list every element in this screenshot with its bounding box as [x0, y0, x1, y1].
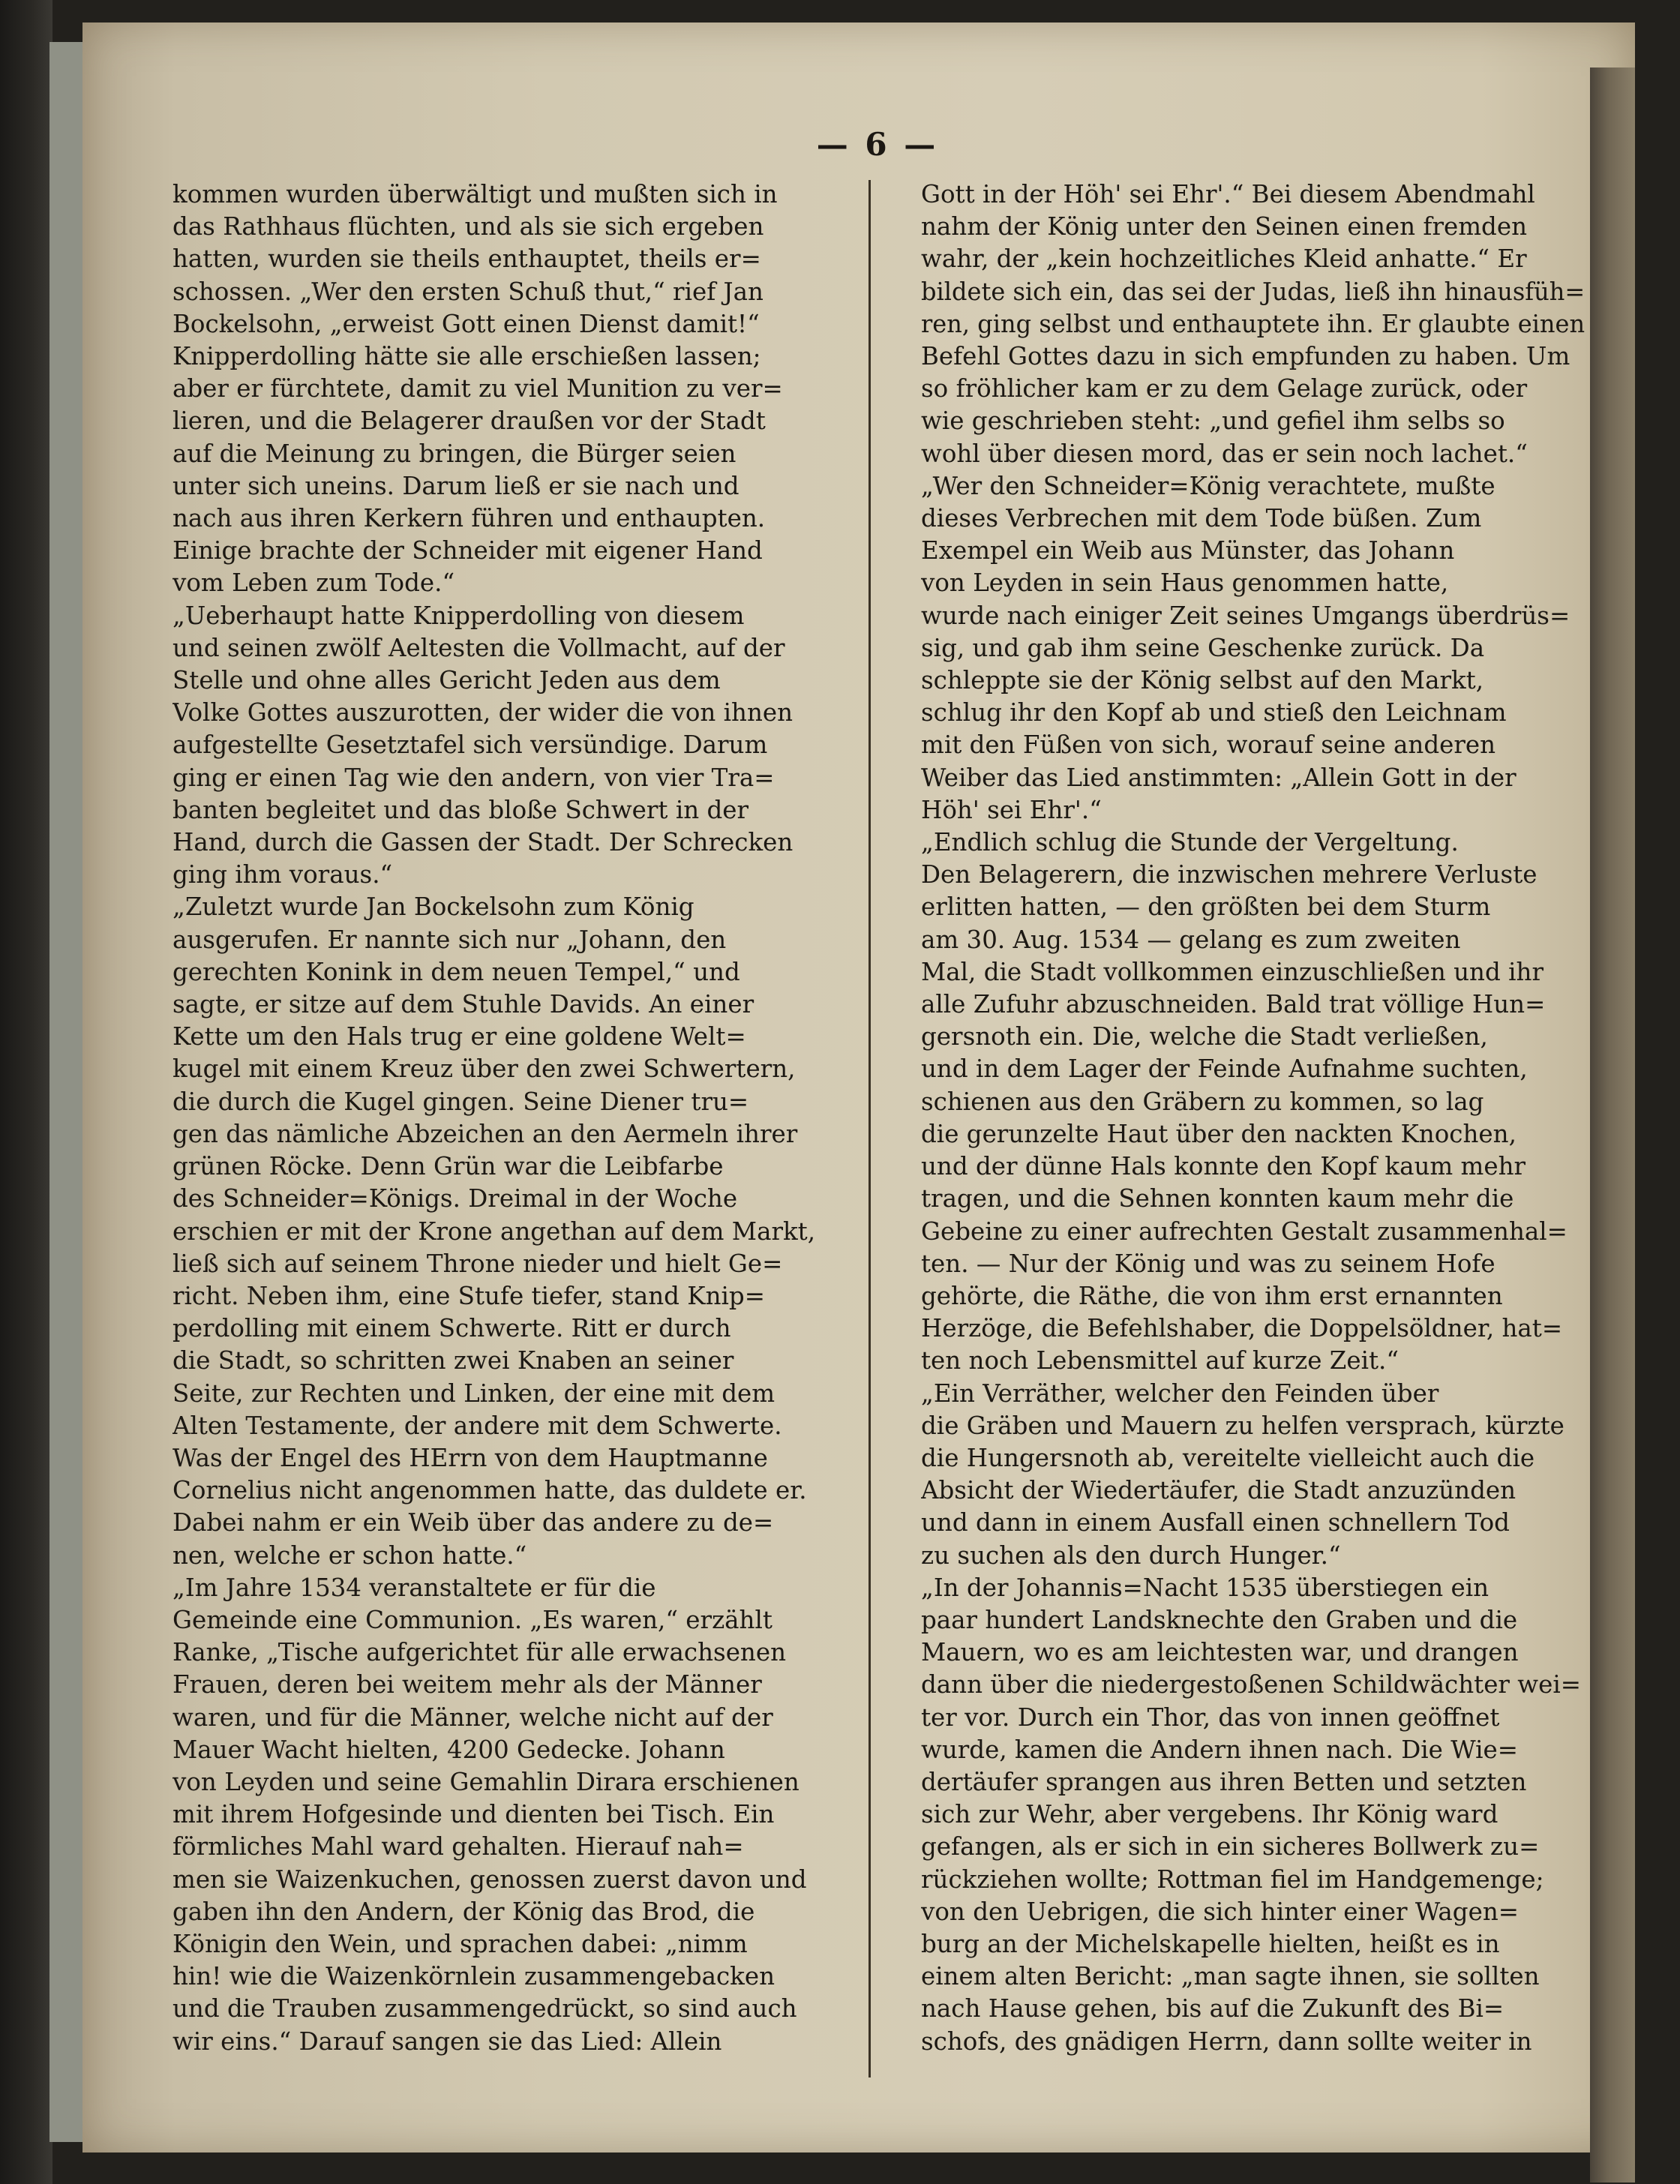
text-line: bildete sich ein, das sei der Judas, ließ ihn hinausfüh=	[921, 277, 1585, 306]
text-line: nach Hause gehen, bis auf die Zukunft des Bi=	[921, 1994, 1504, 2024]
text-column-left	[172, 178, 840, 2058]
text-line: sagte, er sitze auf dem Stuhle Davids. An einer	[172, 990, 754, 1019]
text-line: „Zuletzt wurde Jan Bockelsohn zum König	[172, 892, 694, 922]
text-line: so fröhlicher kam er zu dem Gelage zurück, oder	[921, 374, 1528, 404]
text-line: vom Leben zum Tode.“	[172, 568, 455, 598]
text-line: Höh' sei Ehr'.“	[921, 795, 1102, 824]
text-line: schossen. „Wer den ersten Schuß thut,“ rief Jan	[172, 277, 764, 306]
text-line: schleppte sie der König selbst auf den Markt,	[921, 666, 1484, 695]
text-line: grünen Röcke. Denn Grün war die Leibfarbe	[172, 1152, 724, 1181]
text-line: gehörte, die Räthe, die von ihm erst ernannten	[921, 1281, 1503, 1310]
page-number: — 6 —	[816, 126, 939, 163]
text-line: wahr, der „kein hochzeitliches Kleid anhatte.“ Er	[921, 244, 1527, 274]
text-line: Stelle und ohne alles Gericht Jeden aus dem	[172, 666, 721, 695]
text-line: Was der Engel des HErrn von dem Hauptmanne	[172, 1443, 768, 1472]
text-line: Cornelius nicht angenommen hatte, das duldete er.	[172, 1476, 807, 1505]
text-line: kommen wurden überwältigt und mußten sich in	[172, 180, 778, 208]
text-line: Mauer Wacht hielten, 4200 Gedecke. Johann	[172, 1735, 725, 1764]
text-line: nach aus ihren Kerkern führen und enthaupten.	[172, 504, 766, 533]
text-line: schlug ihr den Kopf ab und stieß den Leichnam	[921, 698, 1507, 728]
text-line: tragen, und die Sehnen konnten kaum mehr die	[921, 1184, 1514, 1214]
text-line: aber er fürchtete, damit zu viel Munition zu ver=	[172, 374, 783, 404]
text-line: Befehl Gottes dazu in sich empfunden zu haben. Um	[921, 342, 1570, 371]
text-line: sig, und gab ihm seine Geschenke zurück. Da	[921, 633, 1485, 662]
text-line: men sie Waizenkuchen, genossen zuerst davon und	[172, 1864, 807, 1894]
text-line: Dabei nahm er ein Weib über das andere zu de=	[172, 1508, 774, 1538]
text-line: erlitten hatten, — den größten bei dem Sturm	[921, 892, 1491, 922]
text-line: „Wer den Schneider=König verachtete, mußte	[921, 471, 1496, 500]
text-line: Exempel ein Weib aus Münster, das Johann	[921, 536, 1455, 566]
text-line: unter sich uneins. Darum ließ er sie nach und	[172, 471, 740, 500]
text-line: wohl über diesen mord, das er sein noch lachet.“	[921, 439, 1528, 468]
text-line: dertäufer sprangen aus ihren Betten und setzten	[921, 1767, 1527, 1796]
text-line: Bockelsohn, „erweist Gott einen Dienst damit!“	[172, 309, 760, 338]
text-line: und in dem Lager der Feinde Aufnahme suchten,	[921, 1054, 1528, 1084]
text-line: ging er einen Tag wie den andern, von vier Tra=	[172, 763, 775, 792]
text-line: die gerunzelte Haut über den nackten Knochen,	[921, 1119, 1516, 1148]
text-line: Gemeinde eine Communion. „Es waren,“ erzählt	[172, 1605, 772, 1634]
text-line: am 30. Aug. 1534 — gelang es zum zweiten	[921, 925, 1461, 954]
text-line: nahm der König unter den Seinen einen fremden	[921, 212, 1528, 242]
text-line: „Im Jahre 1534 veranstaltete er für die	[172, 1573, 656, 1602]
text-line: wie geschrieben steht: „und gefiel ihm selbs so	[921, 406, 1505, 436]
text-line: rückziehen wollte; Rottman fiel im Handgemenge;	[921, 1864, 1544, 1894]
text-line: perdolling mit einem Schwerte. Ritt er durch	[172, 1314, 731, 1343]
text-line: „Endlich schlug die Stunde der Vergeltung.	[921, 828, 1459, 857]
text-line: Herzöge, die Befehlshaber, die Doppelsöldner, hat=	[921, 1314, 1563, 1343]
text-line: ren, ging selbst und enthauptete ihn. Er glaubte einen	[921, 309, 1585, 338]
text-line: mit ihrem Hofgesinde und dienten bei Tisch. Ein	[172, 1800, 775, 1829]
text-line: die Hungersnoth ab, vereitelte vielleicht auch die	[921, 1443, 1535, 1472]
text-line: des Schneider=Königs. Dreimal in der Woche	[172, 1184, 738, 1214]
text-line: wurde nach einiger Zeit seines Umgangs überdrüs=	[921, 601, 1570, 630]
text-line: ging ihm voraus.“	[172, 860, 393, 890]
text-line: dieses Verbrechen mit dem Tode büßen. Zum	[921, 504, 1482, 533]
text-line: Einige brachte der Schneider mit eigener Hand	[172, 536, 763, 566]
text-line: „Ein Verräther, welcher den Feinden über	[921, 1378, 1439, 1408]
text-line: Gott in der Höh' sei Ehr'.“ Bei diesem Abendmahl	[921, 180, 1535, 208]
text-line: Alten Testamente, der andere mit dem Schwerte.	[172, 1411, 782, 1440]
text-line: aufgestellte Gesetztafel sich versündige. Darum	[172, 730, 768, 760]
text-line: ließ sich auf seinem Throne nieder und hielt Ge=	[172, 1249, 783, 1278]
text-line: gefangen, als er sich in ein sicheres Bollwerk zu=	[921, 1832, 1540, 1862]
text-line: Den Belagerern, die inzwischen mehrere Verluste	[921, 860, 1538, 890]
text-line: Mauern, wo es am leichtesten war, und drangen	[921, 1638, 1519, 1667]
text-line: und der dünne Hals konnte den Kopf kaum mehr	[921, 1152, 1526, 1181]
text-line: „In der Johannis=Nacht 1535 überstiegen ein	[921, 1573, 1490, 1602]
text-line: ausgerufen. Er nannte sich nur „Johann, den	[172, 925, 727, 954]
column-divider	[868, 180, 871, 2078]
text-line: erschien er mit der Krone angethan auf dem Markt,	[172, 1216, 816, 1246]
text-line: Mal, die Stadt vollkommen einzuschließen und ihr	[921, 957, 1544, 986]
text-line: gerechten Konink in dem neuen Tempel,“ und	[172, 957, 740, 986]
text-column-right	[921, 178, 1585, 2058]
text-line: hatten, wurden sie theils enthauptet, theils er=	[172, 244, 761, 274]
book-binding	[0, 0, 52, 2184]
text-line: ter vor. Durch ein Thor, das von innen geöffnet	[921, 1702, 1500, 1732]
text-line: Kette um den Hals trug er eine goldene Welt=	[172, 1022, 746, 1052]
text-line: ten. — Nur der König und was zu seinem Hofe	[921, 1249, 1496, 1278]
text-line: gen das nämliche Abzeichen an den Aermeln ihrer	[172, 1119, 798, 1148]
text-line: von Leyden in sein Haus genommen hatte,	[921, 568, 1449, 598]
text-line: kugel mit einem Kreuz über den zwei Schwertern,	[172, 1054, 796, 1084]
text-line: schofs, des gnädigen Herrn, dann sollte weiter in	[921, 2026, 1532, 2056]
text-line: einem alten Bericht: „man sagte ihnen, sie sollten	[921, 1962, 1540, 1991]
text-line: gaben ihn den Andern, der König das Brod, die	[172, 1897, 755, 1926]
text-line: und seinen zwölf Aeltesten die Vollmacht, auf der	[172, 633, 785, 662]
text-line: und die Trauben zusammengedrückt, so sind auch	[172, 1994, 797, 2024]
text-line: alle Zufuhr abzuschneiden. Bald trat völlige Hun=	[921, 990, 1546, 1019]
text-line: zu suchen als den durch Hunger.“	[921, 1540, 1341, 1570]
text-line: richt. Neben ihm, eine Stufe tiefer, stand Knip=	[172, 1281, 765, 1310]
text-line: Knipperdolling hätte sie alle erschießen lassen;	[172, 342, 761, 371]
text-line: paar hundert Landsknechte den Graben und die	[921, 1605, 1518, 1634]
text-line: Hand, durch die Gassen der Stadt. Der Schrecken	[172, 828, 794, 857]
text-line: die Stadt, so schritten zwei Knaben an seiner	[172, 1346, 734, 1376]
text-line: das Rathhaus flüchten, und als sie sich ergeben	[172, 212, 764, 242]
text-line: burg an der Michelskapelle hielten, heißt es in	[921, 1929, 1500, 1958]
text-line: schienen aus den Gräbern zu kommen, so lag	[921, 1087, 1484, 1116]
text-line: sich zur Wehr, aber vergebens. Ihr König ward	[921, 1800, 1498, 1829]
text-line: von Leyden und seine Gemahlin Dirara erschienen	[172, 1767, 800, 1796]
text-line: die durch die Kugel gingen. Seine Diener tru=	[172, 1087, 749, 1116]
text-line: Seite, zur Rechten und Linken, der eine mit dem	[172, 1378, 776, 1408]
page-edge	[1590, 68, 1635, 2182]
text-line: Absicht der Wiedertäufer, die Stadt anzuzünden	[921, 1476, 1516, 1505]
text-line: Königin den Wein, und sprachen dabei: „nimm	[172, 1929, 748, 1958]
text-line: mit den Füßen von sich, worauf seine anderen	[921, 730, 1496, 760]
text-line: ten noch Lebensmittel auf kurze Zeit.“	[921, 1346, 1400, 1376]
text-line: Gebeine zu einer aufrechten Gestalt zusammenhal=	[921, 1216, 1568, 1246]
text-line: banten begleitet und das bloße Schwert in der	[172, 795, 749, 824]
text-line: die Gräben und Mauern zu helfen versprach, kürzte	[921, 1411, 1564, 1440]
text-line: und dann in einem Ausfall einen schnellern Tod	[921, 1508, 1510, 1538]
text-line: waren, und für die Männer, welche nicht auf der	[172, 1702, 773, 1732]
text-line: förmliches Mahl ward gehalten. Hierauf nah=	[172, 1832, 744, 1862]
text-line: Weiber das Lied anstimmten: „Allein Gott in der	[921, 763, 1516, 792]
text-line: dann über die niedergestoßenen Schildwächter wei=	[921, 1670, 1581, 1700]
text-line: wir eins.“ Darauf sangen sie das Lied: Allein	[172, 2026, 722, 2056]
text-line: lieren, und die Belagerer draußen vor der Stadt	[172, 406, 766, 436]
text-line: gersnoth ein. Die, welche die Stadt verließen,	[921, 1022, 1488, 1052]
text-line: „Ueberhaupt hatte Knipperdolling von diesem	[172, 601, 745, 630]
text-line: Frauen, deren bei weitem mehr als der Männer	[172, 1670, 762, 1700]
text-line: wurde, kamen die Andern ihnen nach. Die Wie=	[921, 1735, 1518, 1764]
text-line: Volke Gottes auszurotten, der wider die von ihnen	[172, 698, 794, 728]
text-line: auf die Meinung zu bringen, die Bürger seien	[172, 439, 736, 468]
text-line: nen, welche er schon hatte.“	[172, 1540, 527, 1570]
text-line: Ranke, „Tische aufgerichtet für alle erwachsenen	[172, 1638, 787, 1667]
text-line: von den Uebrigen, die sich hinter einer Wagen=	[921, 1897, 1520, 1926]
text-line: hin! wie die Waizenkörnlein zusammengebacken	[172, 1962, 776, 1991]
